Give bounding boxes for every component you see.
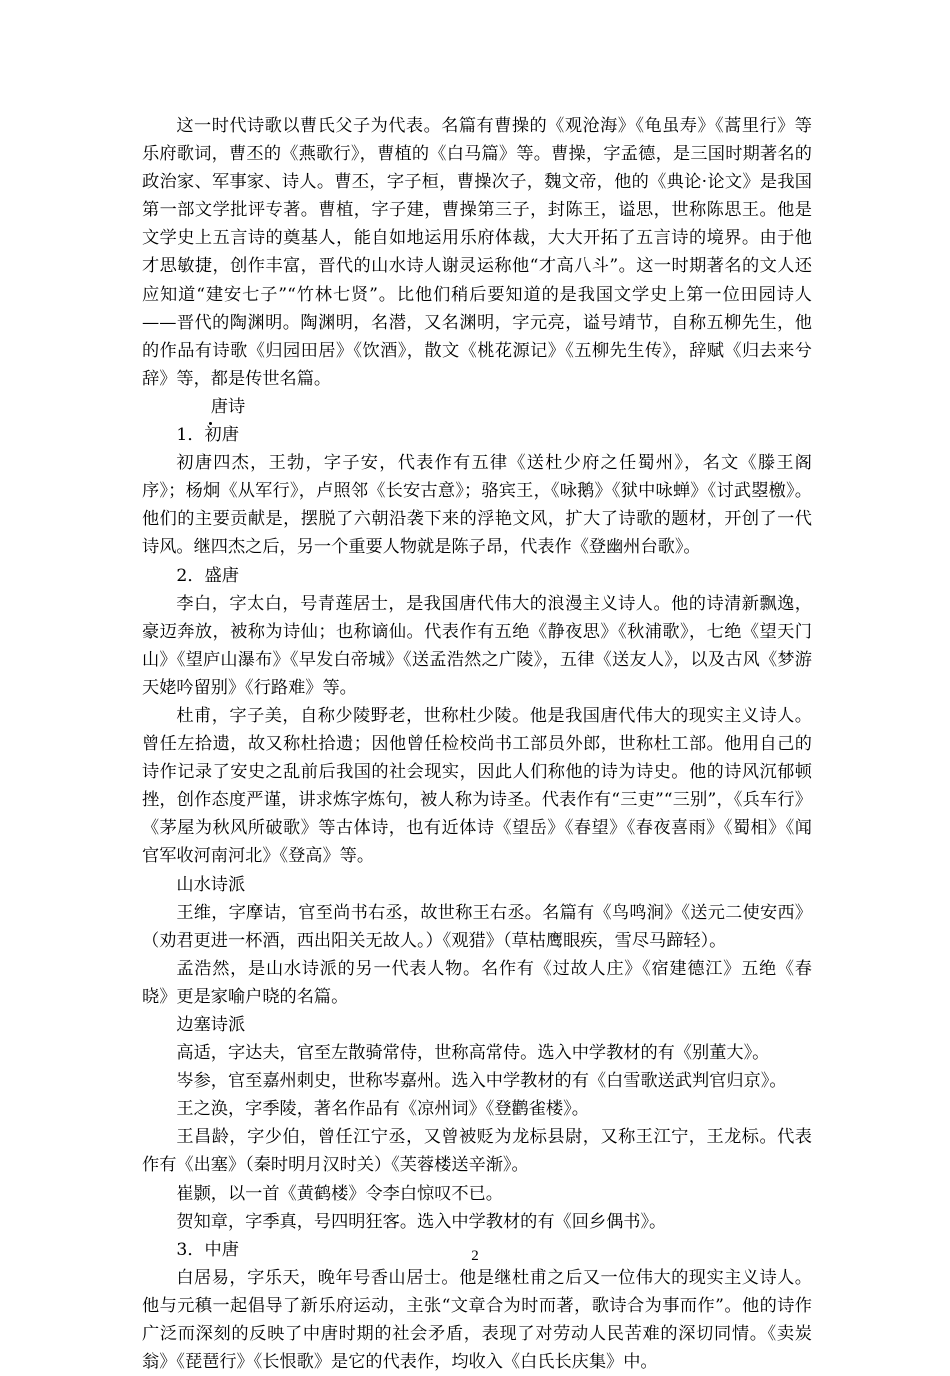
paragraph-cao-family: 这一时代诗歌以曹氏父子为代表。名篇有曹操的《观沧海》《龟虽寿》《蒿里行》等乐府歌词，曹丕的《燕歌行》，曹植的《白马篇》等。曹操，字孟德，是三国时期著名的政治家、军事家、诗人。曹丕，字子桓，曹操次子，魏文帝，他的《典论·论文》是我国第一部文学批评专著。曹植，字子建，曹操第三子，封陈王，谥思，世称陈思王。他是文学史上五言诗的奠基人，能自如地运用乐府体裁，大大开拓了五言诗的境界。由于他才思敏捷，创作丰富，晋代的山水诗人谢灵运称他“才高八斗”。这一时期著名的文人还应知道“建安七子”“竹林七贤”。比他们稍后要知道的是我国文学史上第一位田园诗人——晋代的陶渊明。陶渊明，名潜，又名渊明，字元亮，谥号靖节，自称五柳先生，他的作品有诗歌《归园田居》《饮酒》，散文《桃花源记》《五柳先生传》，辞赋《归去来兮辞》等，都是传世名篇。 <box>142 116 812 389</box>
subheading-mid-tang: 3．中唐 <box>176 1239 239 1260</box>
paragraph-meng-haoran: 孟浩然，是山水诗派的另一代表人物。名作有《过故人庄》《宿建德江》五绝《春晓》更是家喻户晓的名篇。 <box>142 958 812 1007</box>
paragraph-wang-zhihuan: 王之涣，字季陵，著名作品有《凉州词》《登鹳雀楼》。 <box>176 1099 589 1120</box>
subheading-landscape-school: 山水诗派 <box>176 874 246 895</box>
paragraph-wang-changling: 王昌龄，字少伯，曾任江宁丞，又曾被贬为龙标县尉，又称王江宁，王龙标。代表作有《出塞》（秦时明月汉时关）《芙蓉楼送辛渐》。 <box>142 1127 812 1176</box>
paragraph-cen-shen: 岑参，官至嘉州刺史，世称岑嘉州。选入中学教材的有《白雪歌送武判官归京》。 <box>176 1071 787 1092</box>
paragraph-cui-hao: 崔颢，以一首《黄鹤楼》令李白惊叹不已。 <box>176 1183 503 1204</box>
paragraph-he-zhizhang: 贺知章，字季真，号四明狂客。选入中学教材的有《回乡偶书》。 <box>176 1211 667 1232</box>
paragraph-li-bai: 李白，字太白，号青莲居士，是我国唐代伟大的浪漫主义诗人。他的诗清新飘逸，豪迈奔放，被称为诗仙；也称谪仙。代表作有五绝《静夜思》《秋浦歌》，七绝《望天门山》《望庐山瀑布》《早发白帝城》《送孟浩然之广陵》，五律《送友人》，以及古风《梦游天姥吟留别》《行路难》等。 <box>142 593 812 698</box>
paragraph-wang-wei: 王维，字摩诘，官至尚书右丞，故世称王右丞。名篇有《鸟鸣涧》《送元二使安西》（劝君更进一杯酒，西出阳关无故人。）《观猎》（草枯鹰眼疾，雪尽马蹄轻）。 <box>142 902 812 951</box>
paragraph-bai-juyi: 白居易，字乐天，晚年号香山居士。他是继杜甫之后又一位伟大的现实主义诗人。他与元稹一起倡导了新乐府运动，主张“文章合为时而著，歌诗合为事而作”。他的诗作广泛而深刻的反映了中唐时期的社会矛盾，表现了对劳动人民苦难的深切同情。《卖炭翁》《琵琶行》《长恨歌》是它的代表作，均收入《白氏长庆集》中。 <box>142 1267 812 1373</box>
subheading-high-tang: 2．盛唐 <box>176 565 239 586</box>
subheading-frontier-school: 边塞诗派 <box>176 1015 246 1035</box>
paragraph-du-fu: 杜甫，字子美，自称少陵野老，世称杜少陵。他是我国唐代伟大的现实主义诗人。曾任左拾遗，故又称杜拾遗；因他曾任检校尚书工部员外郎，世称杜工部。他用自己的诗作记录了安史之乱前后我国的社会现实，因此人们称他的诗为诗史。他的诗风沉郁顿挫，创作态度严谨，讲求炼字炼句，被人称为诗圣。代表作有“三吏”“三别”，《兵车行》《茅屋为秋风所破歌》等古体诗，也有近体诗《望岳》《春望》《春夜喜雨》《蜀相》《闻官军收河南河北》《登高》等。 <box>142 705 812 867</box>
heading-text: 唐诗 <box>176 393 245 421</box>
subheading-early-tang: 1．初唐 <box>176 425 239 446</box>
section-heading-tang-poetry <box>142 393 812 421</box>
paragraph-gao-shi: 高适，字达夫，官至左散骑常侍，世称高常侍。选入中学教材的有《别董大》。 <box>176 1043 770 1064</box>
document-body <box>142 112 812 1376</box>
paragraph-four-masters: 初唐四杰，王勃，字子安，代表作有五律《送杜少府之任蜀州》，名文《滕王阁序》；杨炯《从军行》，卢照邻《长安古意》；骆宾王，《咏鹅》《狱中咏蝉》《讨武曌檄》。他们的主要贡献是，摆脱了六朝沿袭下来的浮艳文风，扩大了诗歌的题材，开创了一代诗风。继四杰之后，另一个重要人物就是陈子昂，代表作《登幽州台歌》。 <box>142 453 812 558</box>
page-number: 2 <box>471 1248 479 1264</box>
